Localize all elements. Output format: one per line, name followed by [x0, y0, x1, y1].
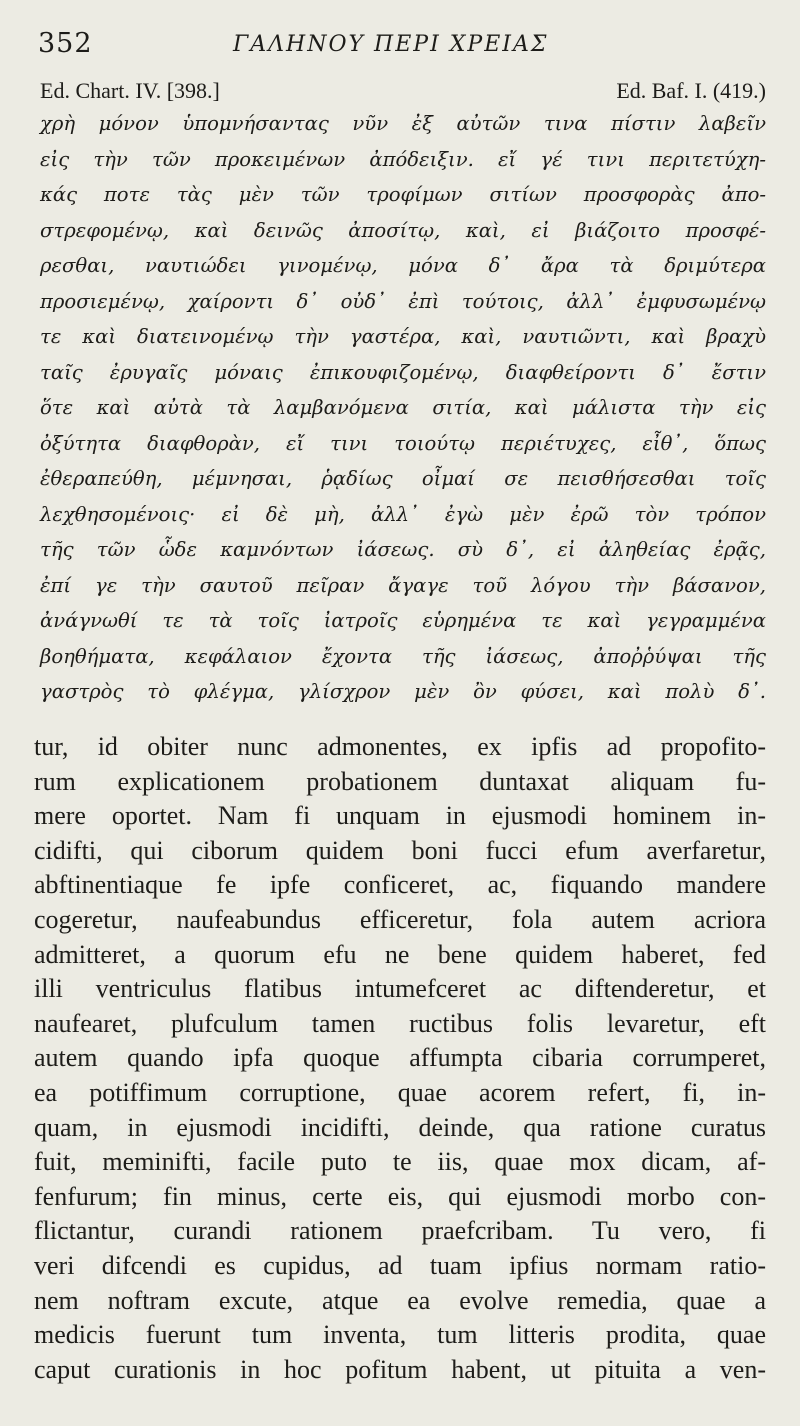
latin-line: tur, id obiter nunc admonentes, ex ipfis ad propofito- — [34, 732, 766, 761]
latin-line: caput curationis in hoc pofitum habent, ut pituita a ven- — [34, 1354, 766, 1384]
greek-line: ὀξύτητα διαφθορὰν, εἴ τινι τοιούτῳ περιέτυχες, εἶθ᾽, ὅπως — [40, 431, 766, 455]
greek-line: βοηθήματα, κεφάλαιον ἔχοντα τῆς ἰάσεως, ἀποῤῥύψαι τῆς — [40, 644, 766, 668]
edition-reference-line — [40, 78, 766, 108]
greek-line: ταῖς ἐρυγαῖς μόναις ἐπικουφιζομένῳ, διαφθείροντι δ᾽ ἔστιν — [40, 360, 766, 384]
latin-line: quam, in ejusmodi incidifti, deinde, qua ratione curatus — [34, 1112, 766, 1142]
latin-line: fenfurum; fin minus, certe eis, qui ejusmodi morbo con- — [34, 1181, 766, 1211]
greek-line: χρὴ μόνον ὑπομνήσαντας νῦν ἐξ αὐτῶν τινα πίστιν λαβεῖν — [40, 112, 766, 135]
greek-line: εἰς τὴν τῶν προκειμένων ἀπόδειξιν. εἴ γέ τινι περιτετύχη- — [40, 147, 766, 171]
greek-line: προσιεμένῳ, χαίροντι δ᾽ οὐδ᾽ ἐπὶ τούτοις, ἀλλ᾽ ἐμφυσωμένῳ — [40, 289, 766, 313]
latin-line: flictantur, curandi rationem praefcribam. Tu vero, fi — [34, 1216, 766, 1246]
latin-line: mere oportet. Nam fi unquam in ejusmodi hominem in- — [34, 801, 766, 831]
running-title: ΓΑΛΗΝΟΥ ΠΕΡΙ ΧΡΕΙΑΣ — [233, 32, 549, 57]
greek-line: τε καὶ διατεινομένῳ τὴν γαστέρα, καὶ, ναυτιῶντι, καὶ βραχὺ — [40, 325, 766, 348]
latin-line: abftinentiaque fe ipfe conficeret, ac, fiquando mandere — [34, 870, 766, 900]
greek-line: τῆς τῶν ὧδε καμνόντων ἰάσεως. σὺ δ᾽, εἰ ἀληθείας ἐρᾷς, — [40, 538, 766, 561]
greek-line: κάς ποτε τὰς μὲν τῶν τροφίμων σιτίων προσφορὰς ἀπο- — [40, 183, 766, 206]
latin-line: rum explicationem probationem duntaxat aliquam fu- — [34, 766, 766, 796]
latin-line: autem quando ipfa quoque affumpta cibaria corrumperet, — [34, 1043, 766, 1073]
latin-line: ea potiffimum corruptione, quae acorem refert, fi, in- — [34, 1077, 766, 1107]
edition-reference-chartier: Ed. Chart. IV. [398.] — [40, 78, 220, 103]
greek-line: ἀνάγνωθί τε τὰ τοῖς ἰατροῖς εὑρημένα τε καὶ γεγραμμένα — [40, 609, 766, 632]
latin-line: naufearet, plufculum tamen ructibus folis levaretur, eft — [34, 1008, 766, 1038]
greek-line: ὅτε καὶ αὐτὰ τὰ λαμβανόμενα σιτία, καὶ μάλιστα τὴν εἰς — [40, 396, 766, 419]
latin-line: veri difcendi es cupidus, ad tuam ipfius normam ratio- — [34, 1250, 766, 1280]
page-number: 352 — [38, 28, 93, 59]
latin-line: fuit, meminifti, facile puto te iis, quae mox dicam, af- — [34, 1147, 766, 1177]
greek-line: γαστρὸς τὸ φλέγμα, γλίσχρον μὲν ὂν φύσει, καὶ πολὺ δ᾽. — [40, 680, 766, 703]
latin-line: medicis fuerunt tum inventa, tum litteris prodita, quae — [34, 1320, 766, 1350]
latin-text-block — [34, 730, 766, 1387]
page-header — [38, 28, 768, 68]
greek-line: ἐπί γε τὴν σαυτοῦ πεῖραν ἄγαγε τοῦ λόγου τὴν βάσανον, — [40, 573, 766, 597]
latin-line: cidifti, qui ciborum quidem boni fucci efum averfaretur, — [34, 835, 766, 865]
latin-line: illi ventriculus flatibus intumefceret ac diftenderetur, et — [34, 974, 766, 1004]
greek-line: ἐθεραπεύθη, μέμνησαι, ῥᾳδίως οἶμαί σε πεισθήσεσθαι τοῖς — [40, 467, 766, 490]
edition-reference-basel: Ed. Baf. I. (419.) — [616, 78, 766, 103]
greek-line: στρεφομένῳ, καὶ δεινῶς ἀποσίτῳ, καὶ, εἰ βιάζοιτο προσφέ- — [40, 218, 766, 242]
greek-text-block — [40, 106, 766, 710]
greek-line: λεχθησομένοις· εἰ δὲ μὴ, ἀλλ᾽ ἐγὼ μὲν ἐρῶ τὸν τρόπον — [40, 502, 766, 526]
latin-line: cogeretur, naufeabundus efficeretur, fola autem acriora — [34, 904, 766, 934]
latin-line: nem noftram excute, atque ea evolve remedia, quae a — [34, 1285, 766, 1315]
latin-line: admitteret, a quorum efu ne bene quidem haberet, fed — [34, 939, 766, 969]
greek-line: ρεσθαι, ναυτιώδει γινομένῳ, μόνα δ᾽ ἄρα τὰ δριμύτερα — [40, 254, 766, 277]
